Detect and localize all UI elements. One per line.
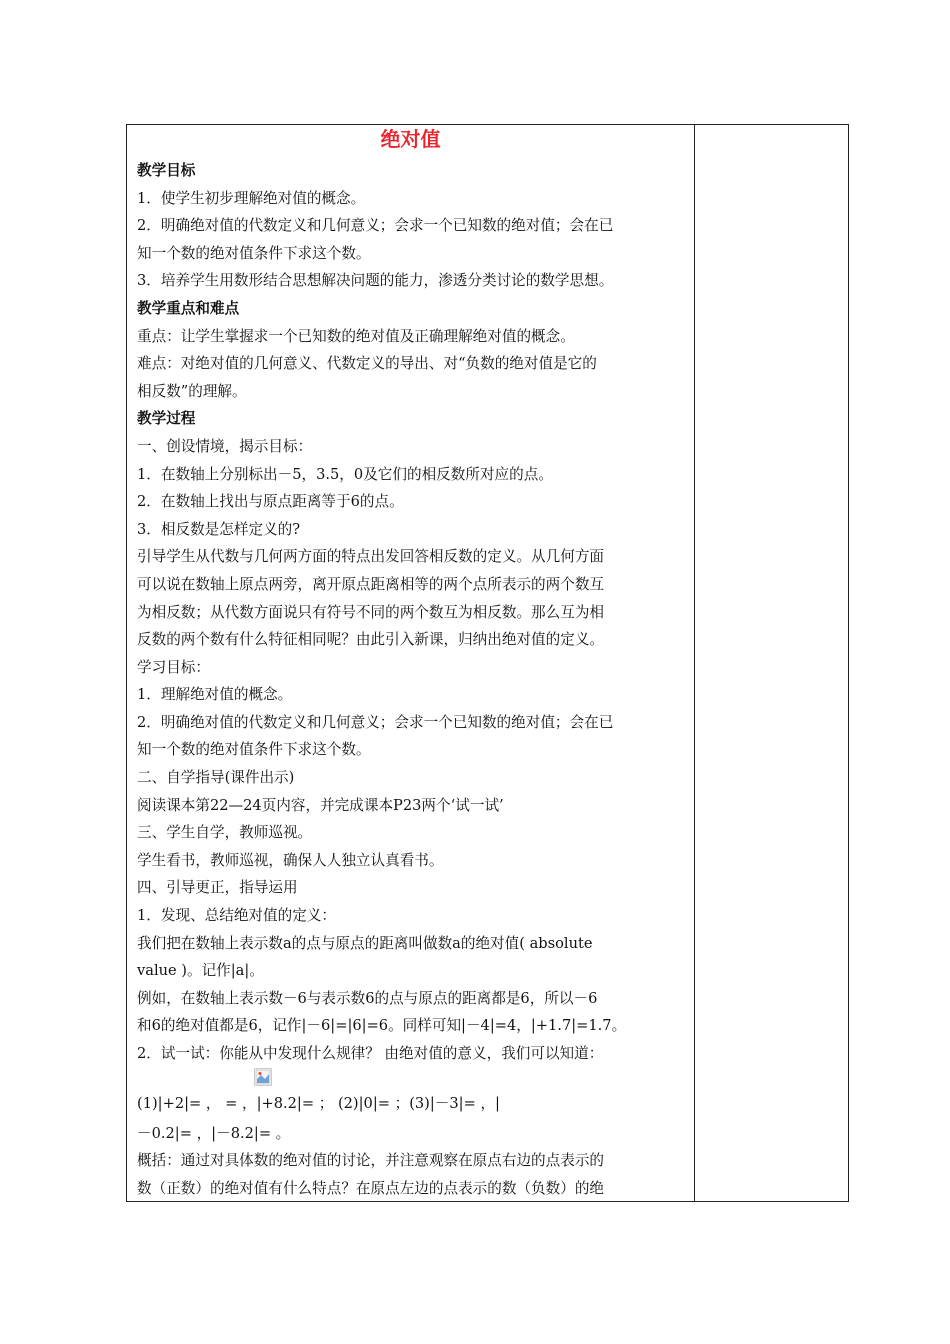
paragraph-line: 1．发现、总结绝对值的定义： <box>137 907 337 925</box>
exercise-text: (1)|+2|= ， = ，|+8.2|= ； (2)|0|= ；(3)|－3|= ，| <box>137 1094 500 1112</box>
main-content-cell <box>127 125 694 1201</box>
paragraph-line: 数（正数）的绝对值有什么特点？在原点左边的点表示的数（负数）的绝 <box>137 1179 605 1197</box>
paragraph-line: 例如，在数轴上表示数－6与表示数6的点与原点的距离都是6，所以－6 <box>137 989 598 1007</box>
paragraph-line: 2．在数轴上找出与原点距离等于6的点。 <box>137 493 404 511</box>
paragraph-line: value )。记作|a|。 <box>137 962 264 980</box>
paragraph-line: 二、自学指导(课件出示) <box>137 769 295 787</box>
paragraph-line: 2．明确绝对值的代数定义和几何意义；会求一个已知数的绝对值；会在已 <box>137 713 614 731</box>
paragraph-line: 知一个数的绝对值条件下求这个数。 <box>137 741 371 759</box>
notes-cell <box>695 125 848 1201</box>
paragraph-line: 相反数”的理解。 <box>137 382 247 400</box>
paragraph-line: 概括：通过对具体数的绝对值的讨论，并注意观察在原点右边的点表示的 <box>137 1152 605 1170</box>
paragraph-line: 三、学生自学，教师巡视。 <box>137 824 313 842</box>
paragraph-line: 1．在数轴上分别标出－5，3.5，0及它们的相反数所对应的点。 <box>137 465 553 483</box>
paragraph-line: 引导学生从代数与几何两方面的特点出发回答相反数的定义。从几何方面 <box>137 548 605 566</box>
paragraph-line: 四、引导更正，指导运用 <box>137 879 298 897</box>
paragraph-line: 为相反数；从代数方面说只有符号不同的两个数互为相反数。那么互为相 <box>137 603 605 621</box>
objectives-heading: 教学目标 <box>137 162 196 179</box>
process-heading: 教学过程 <box>137 410 196 428</box>
paragraph-line: 学习目标： <box>137 658 210 676</box>
paragraph-line: 3．相反数是怎样定义的? <box>137 520 301 538</box>
paragraph-line: 1．理解绝对值的概念。 <box>137 686 293 704</box>
paragraph-line: 3．培养学生用数形结合思想解决问题的能力，渗透分类讨论的数学思想。 <box>137 272 614 290</box>
exercise-line <box>137 1068 684 1120</box>
keypoints-heading: 教学重点和难点 <box>137 299 240 317</box>
paragraph-line: 我们把在数轴上表示数a的点与原点的距离叫做数a的绝对值( absolute <box>137 934 593 952</box>
lesson-table <box>126 124 849 1202</box>
paragraph-line: 一、创设情境，揭示目标： <box>137 437 313 455</box>
paragraph-line: 重点：让学生掌握求一个已知数的绝对值及正确理解绝对值的概念。 <box>137 327 575 345</box>
broken-image-icon <box>254 1068 272 1086</box>
paragraph-line: 知一个数的绝对值条件下求这个数。 <box>137 244 371 262</box>
paragraph-line: －0.2|= ，|－8.2|= 。 <box>137 1124 291 1142</box>
paragraph-line: 难点：对绝对值的几何意义、代数定义的导出、对“负数的绝对值是它的 <box>137 355 597 373</box>
paragraph-line: 可以说在数轴上原点两旁，离开原点距离相等的两个点所表示的两个数互 <box>137 575 605 593</box>
paragraph-line: 和6的绝对值都是6，记作|－6|=|6|=6。同样可知|－4|=4，|+1.7|=1.7。 <box>137 1017 627 1035</box>
paragraph-line: 反数的两个数有什么特征相同呢？由此引入新课，归纳出绝对值的定义。 <box>137 631 605 649</box>
paragraph-line: 1．使学生初步理解绝对值的概念。 <box>137 189 366 207</box>
page-title: 绝对值 <box>380 127 441 151</box>
paragraph-line: 阅读课本第22—24页内容，并完成课本P23两个‘试一试’ <box>137 796 504 814</box>
paragraph-line: 学生看书，教师巡视，确保人人独立认真看书。 <box>137 851 444 869</box>
paragraph-line: 2．试一试：你能从中发现什么规律？ 由绝对值的意义，我们可以知道： <box>137 1045 604 1062</box>
paragraph-line: 2．明确绝对值的代数定义和几何意义；会求一个已知数的绝对值；会在已 <box>137 217 614 235</box>
